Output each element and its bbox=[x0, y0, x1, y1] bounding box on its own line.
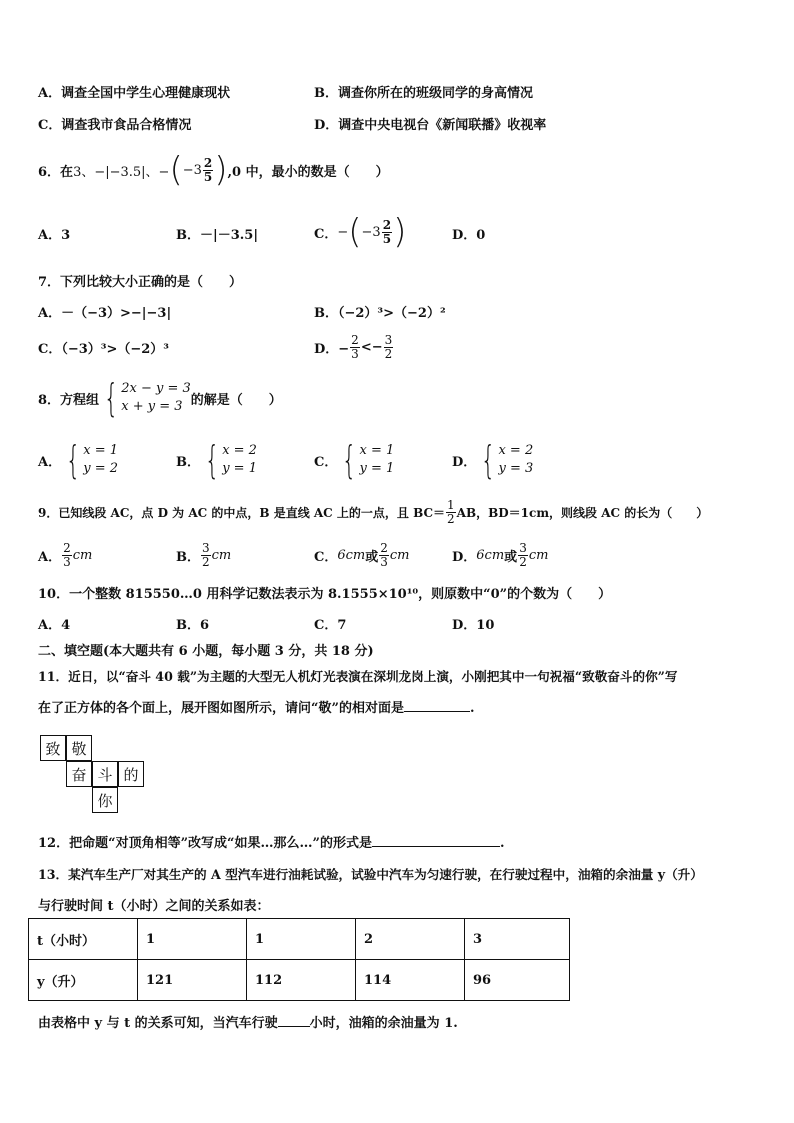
q6-list: 3、−|−3.5|、− bbox=[73, 164, 170, 180]
net-cell-ni: 你 bbox=[92, 787, 118, 813]
q7-option-a: A．－（−3）>−|−3| bbox=[38, 306, 172, 321]
q6-option-a: A．3 bbox=[38, 228, 71, 243]
table-cell: t（小时） bbox=[29, 919, 138, 960]
table-row bbox=[29, 919, 570, 960]
q6-fraction: $\frac{2}{5}$ bbox=[203, 155, 213, 184]
q5-option-a: A．调查全国中学生心理健康现状 bbox=[38, 86, 231, 101]
q10-option-c: C．7 bbox=[314, 618, 347, 633]
q6-close-paren: ) bbox=[214, 150, 228, 190]
q13-line1: 13．某汽车生产厂对其生产的 A 型汽车进行油耗试验，试验中汽车为匀速行驶，在行驶过程中，油箱的余油量 y（升） bbox=[38, 867, 703, 882]
q7-stem: 7．下列比较大小正确的是（ ） bbox=[38, 275, 243, 290]
section-2-heading: 二、填空题(本大题共有 6 小题，每小题 3 分，共 18 分) bbox=[38, 644, 374, 659]
q6-inner: −3 bbox=[182, 162, 202, 178]
q9-stem: 9．已知线段 AC，点 D 为 AC 的中点，B 是直线 AC 上的一点，且 BC＝ $\frac{1}{2}$ AB，BD＝1cm，则线段 AC 的长为（ ） bbox=[38, 497, 709, 526]
q10-option-b: B．6 bbox=[176, 618, 210, 633]
q6-open-paren: ( bbox=[169, 150, 183, 190]
net-cell-fen: 奋 bbox=[66, 761, 92, 787]
q5-option-b: B．调查你所在的班级同学的身高情况 bbox=[314, 86, 533, 101]
q13-line2: 与行驶时间 t（小时）之间的关系如表： bbox=[38, 899, 270, 914]
table-cell: y（升） bbox=[29, 960, 138, 1001]
q7-option-c: C．（−3）³>（−2）³ bbox=[38, 342, 170, 357]
q8-stem: 8．方程组 { 2x − y = 3 x + y = 3 的解是（ ） bbox=[38, 376, 282, 420]
q9-option-b: B． $\frac{3}{2}$ cm bbox=[176, 540, 232, 569]
table-cell: 114 bbox=[356, 960, 465, 1001]
table-cell: 1 bbox=[138, 919, 247, 960]
q6-pre: 在 bbox=[60, 164, 74, 180]
q5-option-c: C．调查我市食品合格情况 bbox=[38, 118, 192, 133]
q13-footer: 由表格中 y 与 t 的关系可知，当汽车行驶 小时，油箱的余油量为 1. bbox=[38, 1016, 458, 1031]
q12-stem: 12．把命题“对顶角相等”改写成“如果…那么…”的形式是 . bbox=[38, 836, 505, 851]
q6-post: ,0 中，最小的数是（ ） bbox=[227, 164, 389, 180]
q9-option-a: A． $\frac{2}{3}$ cm bbox=[38, 540, 93, 569]
q12-answer-blank[interactable] bbox=[372, 846, 500, 847]
q11-answer-blank[interactable] bbox=[404, 711, 470, 712]
table-cell: 3 bbox=[465, 919, 570, 960]
q10-stem: 10．一个整数 815550…0 用科学记数法表示为 8.1555×10¹⁰，则原数中“0”的个数为（ ） bbox=[38, 587, 612, 602]
net-cell-jing: 敬 bbox=[66, 735, 92, 761]
q11-line1: 11．近日，以“奋斗 40 载”为主题的大型无人机灯光表演在深圳龙岗上演，小刚把其中一句祝福“致敬奋斗的你”写 bbox=[38, 669, 678, 684]
net-cell-de: 的 bbox=[118, 761, 144, 787]
table-cell: 112 bbox=[247, 960, 356, 1001]
net-cell-zhi: 致 bbox=[40, 735, 66, 761]
q8-option-b: B． { x = 2 y = 1 bbox=[176, 438, 257, 482]
table-cell: 2 bbox=[356, 919, 465, 960]
q6-number: 6． bbox=[38, 164, 61, 180]
q6-option-c: C． − ( −3 $\frac{2}{5}$ ) bbox=[314, 212, 407, 252]
q13-answer-blank[interactable] bbox=[278, 1026, 310, 1027]
q6-stem bbox=[38, 148, 389, 192]
table-cell: 121 bbox=[138, 960, 247, 1001]
q8-option-d: D． { x = 2 y = 3 bbox=[452, 438, 534, 482]
q10-option-d: D．10 bbox=[452, 618, 495, 633]
q7-option-b: B．（−2）³>（−2）² bbox=[314, 306, 446, 321]
q8-option-c: C． { x = 1 y = 1 bbox=[314, 438, 395, 482]
q6-option-b: B．－|－3.5| bbox=[176, 228, 259, 243]
q7-option-d: D．− $\frac{2}{3}$ <− $\frac{3}{2}$ bbox=[314, 332, 393, 361]
table-cell: 1 bbox=[247, 919, 356, 960]
q13-table bbox=[28, 918, 570, 1001]
net-cell-dou: 斗 bbox=[92, 761, 118, 787]
table-row bbox=[29, 960, 570, 1001]
q9-option-d: D． 6cm 或 $\frac{3}{2}$ cm bbox=[452, 540, 549, 569]
table-cell: 96 bbox=[465, 960, 570, 1001]
q9-option-c: C． 6cm 或 $\frac{2}{3}$ cm bbox=[314, 540, 410, 569]
q6-option-d: D．0 bbox=[452, 228, 486, 243]
q11-line2: 在了正方体的各个面上，展开图如图所示，请问“敬”的相对面是 . bbox=[38, 701, 475, 716]
q5-option-d: D．调查中央电视台《新闻联播》收视率 bbox=[314, 118, 547, 133]
q8-system: { 2x − y = 3 x + y = 3 bbox=[103, 376, 191, 420]
q10-option-a: A．4 bbox=[38, 618, 71, 633]
q8-option-a: A． { x = 1 y = 2 bbox=[38, 438, 119, 482]
